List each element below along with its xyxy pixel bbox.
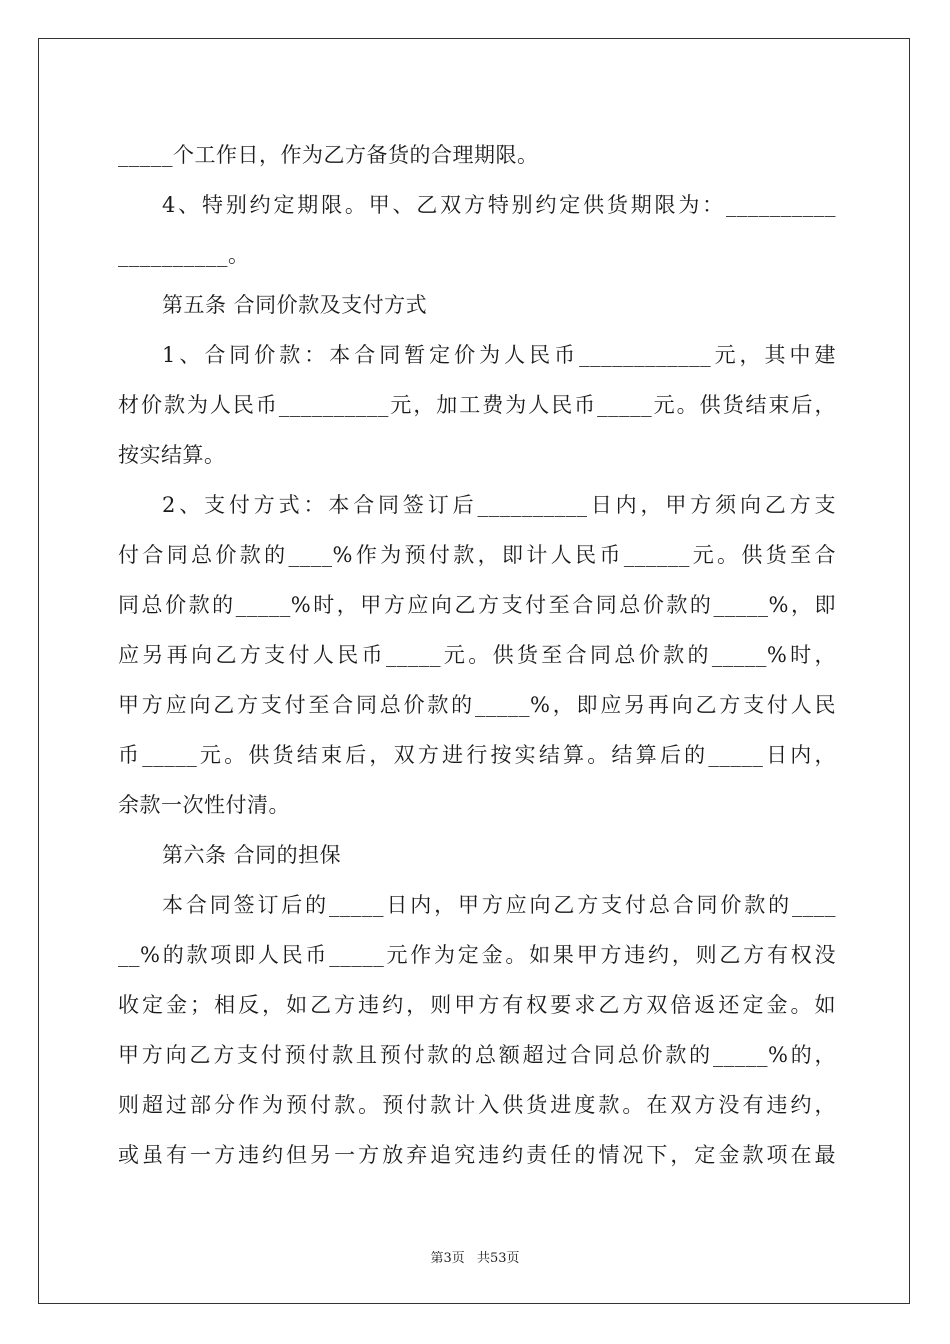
text-line-2: 4、特别约定期限。甲、乙双方特别约定供货期限为：__________ (162, 193, 836, 217)
text-line-6: 材价款为人民币__________元，加工费为人民币_____元。供货结束后， (118, 393, 836, 417)
text-line-9: 付合同总价款的____%作为预付款，即计人民币______元。供货至合 (118, 543, 836, 567)
page-number: 第3页 (430, 1251, 465, 1266)
text-line-7: 按实结算。 (118, 443, 226, 467)
text-line-17: __%的款项即人民币_____元作为定金。如果甲方违约，则乙方有权没 (118, 943, 836, 967)
section-heading-5: 第五条 合同价款及支付方式 (162, 293, 428, 317)
text-line-19: 甲方向乙方支付预付款且预付款的总额超过合同总价款的_____%的， (118, 1043, 836, 1067)
text-line-5: 1、合同价款：本合同暂定价为人民币____________元，其中建 (162, 343, 836, 367)
text-line-3: __________。 (118, 243, 250, 267)
text-line-12: 甲方应向乙方支付至合同总价款的_____%，即应另再向乙方支付人民 (118, 693, 836, 717)
text-line-18: 收定金；相反，如乙方违约，则甲方有权要求乙方双倍返还定金。如 (118, 993, 836, 1017)
text-line-21: 或虽有一方违约但另一方放弃追究违约责任的情况下，定金款项在最 (118, 1143, 836, 1167)
text-line-16: 本合同签订后的_____日内，甲方应向乙方支付总合同价款的____ (162, 893, 836, 917)
text-line-20: 则超过部分作为预付款。预付款计入供货进度款。在双方没有违约， (118, 1093, 836, 1117)
text-line-10: 同总价款的_____%时，甲方应向乙方支付至合同总价款的_____%，即 (118, 593, 836, 617)
section-heading-6: 第六条 合同的担保 (162, 843, 342, 867)
text-line-14: 余款一次性付清。 (118, 793, 290, 817)
page-total: 共53页 (476, 1251, 520, 1266)
text-line-13: 币_____元。供货结束后，双方进行按实结算。结算后的_____日内， (118, 743, 836, 767)
text-line-1: _____个工作日，作为乙方备货的合理期限。 (118, 143, 539, 167)
page-footer (0, 1247, 950, 1266)
text-line-11: 应另再向乙方支付人民币_____元。供货至合同总价款的_____%时， (118, 643, 836, 667)
text-line-8: 2、支付方式：本合同签订后__________日内，甲方须向乙方支 (162, 493, 836, 517)
document-body (118, 130, 836, 1180)
